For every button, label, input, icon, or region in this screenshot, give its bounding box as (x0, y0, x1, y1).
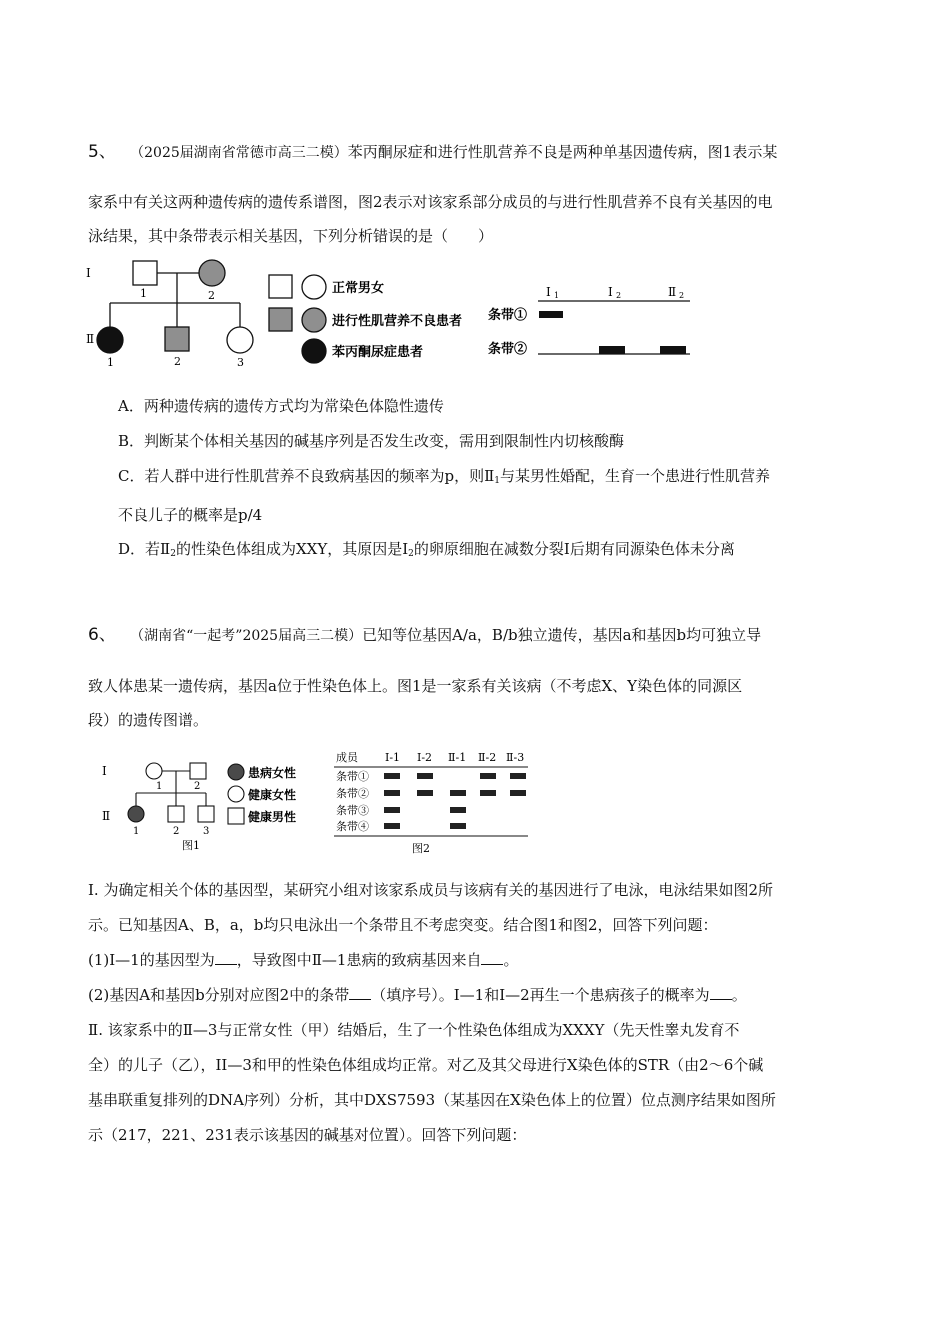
svg-text:1: 1 (156, 781, 163, 792)
svg-text:Ⅱ-3: Ⅱ-3 (506, 751, 525, 764)
q6-electrophoresis-figure (330, 746, 540, 858)
band-r1-II3 (510, 773, 526, 779)
legend-pku: 苯丙酮尿症患者 (332, 345, 424, 360)
question-source: （湖南省“一起考”2025届高三二模） (130, 628, 363, 644)
q5-electrophoresis-figure (486, 278, 696, 363)
question-text: 苯丙酮尿症和进行性肌营养不良是两种单基因遗传病，图1表示某 (347, 143, 778, 161)
q6-line-1 (88, 625, 761, 646)
band-r4-II1 (450, 823, 466, 829)
legend-dmd: 进行性肌营养不良患者 (332, 314, 463, 329)
band-r4-I1 (384, 823, 400, 829)
q5-line-3: 泳结果，其中条带表示相关基因，下列分析错误的是（ ） (88, 227, 494, 245)
band-r2-I1 (384, 790, 400, 796)
q6-part2-line-2: 全）的儿子（乙），II—3和甲的性染色体组成均正常。对乙及其父母进行X染色体的STR（由2～6个碱 (88, 1056, 764, 1074)
pedigree-I1-normal-male (133, 261, 157, 285)
option-a: A．两种遗传病的遗传方式均为常染色体隐性遗传 (118, 397, 444, 415)
band-1-label: 条带① (488, 308, 528, 323)
q6-part2-line-3: 基串联重复排列的DNA序列）分析，其中DXS7593（某基因在X染色体上的位置）位点测序结果如图所 (88, 1091, 776, 1109)
band-r2-I2 (417, 790, 433, 796)
band-r3-II1 (450, 807, 466, 813)
band-1-I1 (539, 311, 563, 318)
svg-text:患病女性: 患病女性 (248, 766, 297, 780)
band-r2-II3 (510, 790, 526, 796)
pedigree-I1-healthy-female (146, 763, 162, 779)
q6-part1-line-2: 示。已知基因A、B，a，b均只电泳出一个条带且不考虑突变。结合图1和图2，回答下列问题： (88, 916, 718, 934)
q5-line-1 (88, 142, 777, 163)
generation-label-2: Ⅱ (86, 332, 95, 346)
pedigree-I2-dmd-female (199, 260, 225, 286)
svg-text:Ⅰ-1: Ⅰ-1 (385, 751, 401, 764)
svg-text:Ⅱ: Ⅱ (668, 285, 677, 299)
figure-1-caption: 图1 (182, 839, 200, 852)
q6-part2-line-1: Ⅱ. 该家系中的Ⅱ—3与正常女性（甲）结婚后，生了一个性染色体组成为XXXY（先天性睾丸发育不 (88, 1021, 740, 1039)
option-d: D．若$Ⅱ_2$的性染色体组成为XXY，其原因是$Ⅰ_2$的卵原细胞在减数分裂Ⅰ后期有同源染色体未分离 (118, 540, 735, 559)
option-b: B．判断某个体相关基因的碱基序列是否发生改变，需用到限制性内切核酸酶 (118, 432, 625, 450)
pedigree-II1-pku-female (97, 327, 123, 353)
svg-text:Ⅰ: Ⅰ (546, 285, 551, 299)
option-c: C．若人群中进行性肌营养不良致病基因的频率为p，则$Ⅱ_1$与某男性婚配，生育一个患进行性肌营养 (118, 467, 771, 486)
svg-text:健康男性: 健康男性 (248, 810, 297, 824)
legend-normal: 正常男女 (332, 281, 385, 296)
svg-text:健康女性: 健康女性 (248, 788, 297, 802)
svg-text:2: 2 (616, 291, 622, 300)
q5-line-2: 家系中有关这两种遗传病的遗传系谱图，图2表示对该家系部分成员的与进行性肌营养不良有关基因的电 (88, 193, 773, 211)
svg-text:Ⅰ-2: Ⅰ-2 (417, 751, 433, 764)
svg-text:条带④: 条带④ (336, 820, 369, 833)
answer-blank[interactable] (710, 985, 732, 1000)
q6-sub-question-1: (1)I—1的基因型为 ，导致图中Ⅱ—1患病的致病基因来自 。 (88, 951, 519, 969)
band-r2-II1 (450, 790, 466, 796)
svg-text:1: 1 (554, 291, 560, 300)
figure-2-caption: 图2 (412, 842, 430, 855)
q6-part1-line-1: Ⅰ. 为确定相关个体的基因型，某研究小组对该家系成员与该病有关的基因进行了电泳，电泳结果如图2所 (88, 881, 774, 899)
band-r3-I1 (384, 807, 400, 813)
svg-text:1: 1 (107, 356, 114, 369)
option-c-cont: 不良儿子的概率是p/4 (118, 506, 263, 524)
svg-text:成员: 成员 (336, 751, 358, 764)
question-text: 已知等位基因A/a，B/b独立遗传，基因a和基因b均可独立导 (362, 626, 762, 644)
question-number: 5、 (88, 142, 116, 162)
band-r1-II2 (480, 773, 496, 779)
pedigree-II2-dmd-male (165, 327, 189, 351)
pedigree-II3-healthy-male (198, 806, 214, 822)
svg-text:Ⅱ: Ⅱ (102, 809, 111, 823)
answer-blank[interactable] (481, 950, 503, 965)
q6-pedigree-figure (96, 755, 316, 855)
band-r1-I2 (417, 773, 433, 779)
svg-text:2: 2 (173, 826, 180, 837)
q6-line-2: 致人体患某一遗传病，基因a位于性染色体上。图1是一家系有关该病（不考虑X、Y染色体的同源区 (88, 677, 743, 695)
svg-text:3: 3 (203, 826, 210, 837)
generation-label-1: Ⅰ (86, 266, 91, 280)
q5-legend (266, 270, 491, 365)
svg-text:1: 1 (140, 287, 147, 300)
band-2-II2 (660, 346, 686, 354)
svg-text:1: 1 (133, 826, 140, 837)
svg-text:2: 2 (679, 291, 685, 300)
svg-text:Ⅰ: Ⅰ (608, 285, 613, 299)
band-r2-II2 (480, 790, 496, 796)
pedigree-II3-normal-female (227, 327, 253, 353)
band-2-I2 (599, 346, 625, 354)
answer-blank[interactable] (215, 950, 237, 965)
pedigree-I2-healthy-male (190, 763, 206, 779)
svg-text:2: 2 (194, 781, 201, 792)
svg-text:Ⅰ: Ⅰ (102, 764, 107, 778)
svg-text:3: 3 (237, 356, 244, 369)
pedigree-II2-healthy-male (168, 806, 184, 822)
svg-text:条带③: 条带③ (336, 804, 369, 817)
svg-text:Ⅱ-2: Ⅱ-2 (478, 751, 497, 764)
svg-text:2: 2 (208, 289, 215, 302)
svg-text:Ⅱ-1: Ⅱ-1 (448, 751, 467, 764)
question-source: （2025届湖南省常德市高三二模） (130, 145, 348, 161)
q6-sub-question-2: (2)基因A和基因b分别对应图2中的条带 （填序号）。I—1和I—2再生一个患病孩子的概率为 。 (88, 986, 747, 1004)
q6-line-3: 段）的遗传图谱。 (88, 711, 209, 729)
question-number: 6、 (88, 625, 116, 645)
band-2-label: 条带② (488, 342, 528, 357)
band-r1-I1 (384, 773, 400, 779)
svg-text:条带①: 条带① (336, 770, 369, 783)
svg-text:条带②: 条带② (336, 787, 369, 800)
q6-part2-line-4: 示（217，221、231表示该基因的碱基对位置）。回答下列问题： (88, 1126, 527, 1144)
answer-blank[interactable] (349, 985, 371, 1000)
pedigree-II1-affected-female (128, 806, 144, 822)
svg-text:2: 2 (174, 355, 181, 368)
